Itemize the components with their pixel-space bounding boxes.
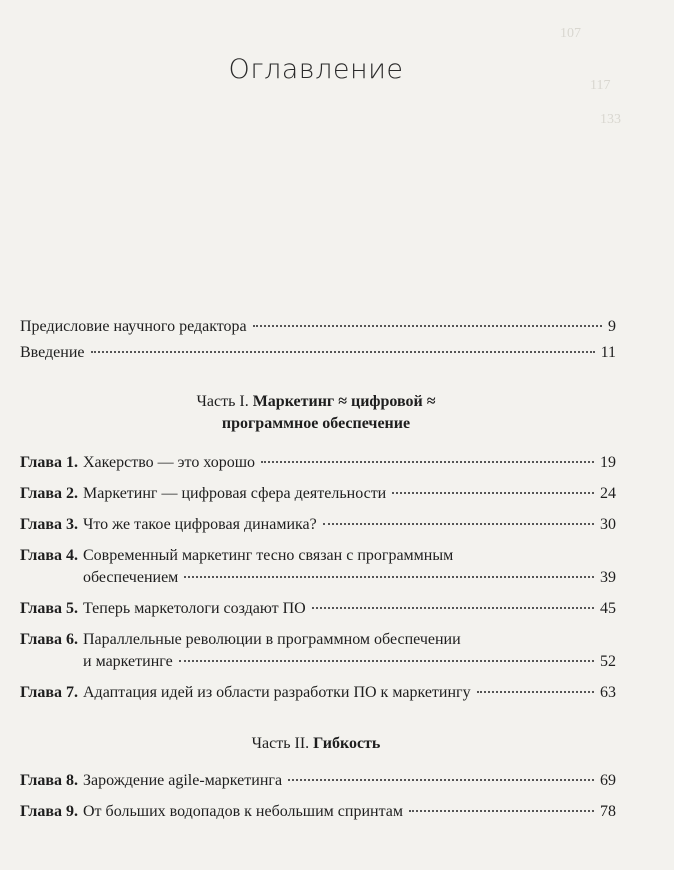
leader-dots	[409, 810, 594, 812]
leader-dots	[288, 779, 594, 781]
toc-entry-chapter-6-cont[interactable]	[20, 651, 616, 673]
toc-entry-intro[interactable]	[20, 342, 616, 364]
chapter-label: Глава 5.	[20, 600, 78, 617]
toc-entry-title: Зарождение agile-маркетинга	[83, 772, 283, 789]
leader-dots	[253, 325, 602, 327]
chapter-label: Глава 2.	[20, 485, 78, 502]
part-title-line1: Маркетинг ≈ цифровой ≈	[252, 393, 436, 410]
chapter-label: Глава 9.	[20, 803, 78, 820]
toc-entry-title: Хакерство — это хорошо	[83, 454, 256, 471]
toc-entry-title: Предисловие научного редактора	[20, 318, 247, 335]
chapter-label: Глава 4.	[20, 547, 78, 564]
toc-entry-page: 63	[600, 684, 616, 701]
leader-dots	[261, 461, 594, 463]
toc-entry-chapter-3[interactable]	[20, 514, 616, 536]
leader-dots	[323, 523, 594, 525]
toc-entry-chapter-4-cont[interactable]	[20, 567, 616, 589]
toc-entry-page: 52	[600, 653, 616, 670]
toc-entry-page: 39	[600, 569, 616, 586]
part-heading-1-cont	[0, 413, 632, 435]
part-prefix: Часть II.	[251, 735, 310, 752]
part-title: Гибкость	[313, 735, 381, 752]
toc-entry-page: 11	[600, 344, 616, 361]
part-prefix: Часть I.	[196, 393, 249, 410]
toc-entry-page: 24	[600, 485, 616, 502]
toc-entry-chapter-4[interactable]	[20, 545, 616, 567]
part-heading-2	[0, 733, 632, 755]
toc-entry-title: Маркетинг — цифровая сфера деятельности	[83, 485, 387, 502]
toc-entry-chapter-5[interactable]	[20, 598, 616, 620]
part-heading-1	[0, 391, 632, 413]
toc-entry-page: 45	[600, 600, 616, 617]
bleed-through-text: 133	[600, 112, 621, 127]
toc-entry-page: 30	[600, 516, 616, 533]
toc-entry-page: 19	[600, 454, 616, 471]
chapter-label: Глава 8.	[20, 772, 78, 789]
toc-entry-title: Адаптация идей из области разработки ПО к маркетингу	[83, 684, 471, 701]
toc-entry-page: 9	[608, 318, 616, 335]
leader-dots	[184, 576, 594, 578]
part-title-line2: программное обеспечение	[221, 415, 411, 432]
toc-entry-title-cont: обеспечением	[83, 569, 179, 586]
chapter-label: Глава 1.	[20, 454, 78, 471]
leader-dots	[392, 492, 594, 494]
toc-entry-page: 78	[600, 803, 616, 820]
toc-entry-title: Теперь маркетологи создают ПО	[83, 600, 306, 617]
leader-dots	[312, 607, 594, 609]
toc-entry-preface[interactable]	[20, 316, 616, 338]
toc-entry-chapter-7[interactable]	[20, 682, 616, 704]
chapter-label: Глава 6.	[20, 631, 78, 648]
toc-entry-chapter-2[interactable]	[20, 483, 616, 505]
toc-entry-chapter-8[interactable]	[20, 770, 616, 792]
toc-entry-title: Параллельные революции в программном обеспечении	[83, 631, 461, 648]
page-title: Оглавление	[228, 54, 404, 85]
bleed-through-text: 117	[590, 78, 611, 93]
toc-entry-title: Введение	[20, 344, 85, 361]
toc-entry-page: 69	[600, 772, 616, 789]
toc-entry-chapter-9[interactable]	[20, 801, 616, 823]
toc-entry-title: Что же такое цифровая динамика?	[83, 516, 317, 533]
toc-entry-title: От больших водопадов к небольшим спринтам	[83, 803, 403, 820]
leader-dots	[179, 660, 594, 662]
toc-entry-chapter-1[interactable]	[20, 452, 616, 474]
toc-entry-chapter-6[interactable]	[20, 629, 616, 651]
chapter-label: Глава 7.	[20, 684, 78, 701]
leader-dots	[477, 691, 594, 693]
leader-dots	[91, 351, 595, 353]
toc-entry-title: Современный маркетинг тесно связан с программным	[83, 547, 454, 564]
chapter-label: Глава 3.	[20, 516, 78, 533]
toc-entry-title-cont: и маркетинге	[83, 653, 173, 670]
bleed-through-text: 107	[560, 26, 581, 41]
